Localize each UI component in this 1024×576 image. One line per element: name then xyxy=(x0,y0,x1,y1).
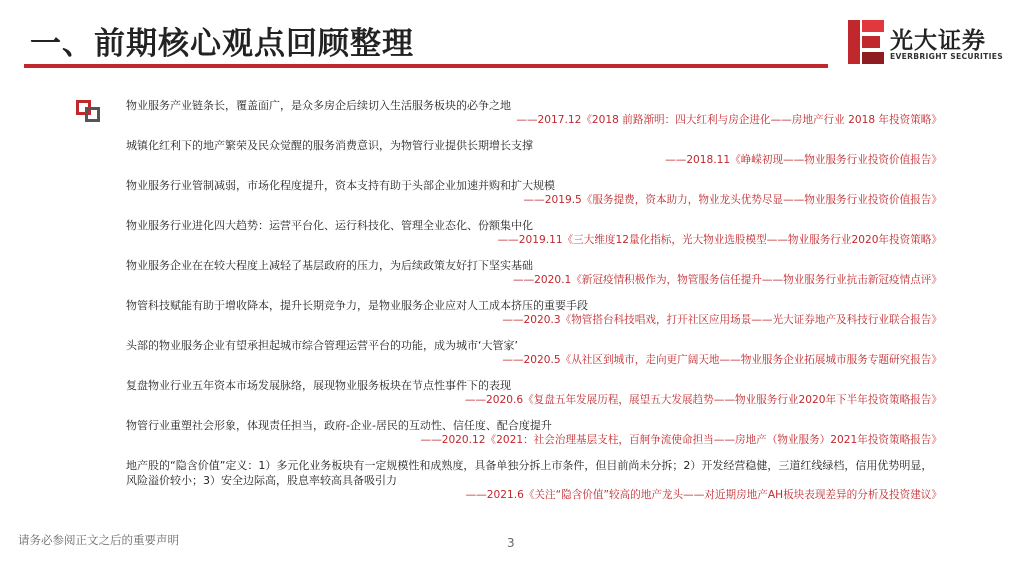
list-item xyxy=(126,258,946,288)
title-underline xyxy=(24,64,828,68)
everbright-logo-icon xyxy=(848,20,884,64)
report-citation: ——2020.1《新冠疫情积极作为，物管服务信任提升——物业服务行业抗击新冠疫情点评》 xyxy=(512,274,942,286)
slide-title: 一、前期核心观点回顾整理 xyxy=(30,26,414,62)
report-citation: ——2020.5《从社区到城市，走向更广阔天地——物业服务企业拓展城市服务专题研究报告》 xyxy=(502,354,942,366)
viewpoint-text: 物管行业重塑社会形象，体现责任担当，政府-企业-居民的互动性、信任度、配合度提升 xyxy=(126,419,552,432)
report-citation: ——2020.12《2021：社会治理基层支柱，百舸争流使命担当——房地产（物业服务）2021年投资策略报告》 xyxy=(420,434,942,446)
viewpoint-text: 头部的物业服务企业有望承担起城市综合管理运营平台的功能，成为城市‘大管家’ xyxy=(126,339,518,352)
report-citation: ——2019.11《三大维度12量化指标，光大物业选股模型——物业服务行业2020年投资策略》 xyxy=(497,234,942,246)
viewpoint-text: 城镇化红利下的地产繁荣及民众觉醒的服务消费意识，为物管行业提供长期增长支撑 xyxy=(126,139,533,152)
report-citation: ——2018.11《峥嵘初现——物业服务行业投资价值报告》 xyxy=(665,154,942,166)
viewpoint-text: 物业服务行业进化四大趋势：运营平台化、运行科技化、管理全业态化、份额集中化 xyxy=(126,219,533,232)
company-logo xyxy=(848,20,1018,66)
report-citation: ——2019.5《服务提费，资本助力，物业龙头优势尽显——物业服务行业投资价值报告》 xyxy=(523,194,942,206)
viewpoint-text: 地产股的“隐含价值”定义：1）多元化业务板块有一定规模性和成熟度，具备单独分拆上市条件，但目前尚未分拆；2）开发经营稳健，三道红线绿档，信用优势明显，风险溢价较小；3）安全边际高，股息率较高具备吸引力 xyxy=(126,459,933,487)
report-citation: ——2017.12《2018 前路渐明：四大红利与房企进化——房地产行业 2018 年投资策略》 xyxy=(516,114,942,126)
report-citation: ——2020.3《物管搭台科技唱戏，打开社区应用场景——光大证券地产及科技行业联合报告》 xyxy=(502,314,942,326)
list-item xyxy=(126,178,946,208)
list-item xyxy=(126,98,946,128)
report-citation: ——2021.6《关注“隐含价值”较高的地产龙头——对近期房地产AH板块表现差异的分析及投资建议》 xyxy=(465,489,942,501)
logo-text-cn: 光大证券 xyxy=(890,28,986,54)
disclaimer-note: 请务必参阅正文之后的重要声明 xyxy=(18,533,179,547)
viewpoint-text: 物业服务行业管制减弱，市场化程度提升，资本支持有助于头部企业加速并购和扩大规模 xyxy=(126,179,555,192)
list-item xyxy=(126,378,946,408)
viewpoint-text: 物管科技赋能有助于增收降本，提升长期竞争力，是物业服务企业应对人工成本挤压的重要手段 xyxy=(126,299,588,312)
viewpoint-text: 物业服务产业链条长，覆盖面广，是众多房企后续切入生活服务板块的必争之地 xyxy=(126,99,511,112)
viewpoint-text: 物业服务企业在在较大程度上减轻了基层政府的压力，为后续政策友好打下坚实基础 xyxy=(126,259,533,272)
report-citation: ——2020.6《复盘五年发展历程，展望五大发展趋势——物业服务行业2020年下半年投资策略报告》 xyxy=(464,394,942,406)
list-item xyxy=(126,458,946,503)
logo-text-en: EVERBRIGHT SECURITIES xyxy=(890,52,1004,61)
list-item xyxy=(126,218,946,248)
page-number: 3 xyxy=(507,536,515,550)
bullet-squares-icon xyxy=(76,100,102,122)
list-item xyxy=(126,418,946,448)
list-item xyxy=(126,138,946,168)
viewpoint-text: 复盘物业行业五年资本市场发展脉络，展现物业服务板块在节点性事件下的表现 xyxy=(126,379,511,392)
viewpoint-list xyxy=(126,98,946,503)
list-item xyxy=(126,298,946,328)
list-item xyxy=(126,338,946,368)
